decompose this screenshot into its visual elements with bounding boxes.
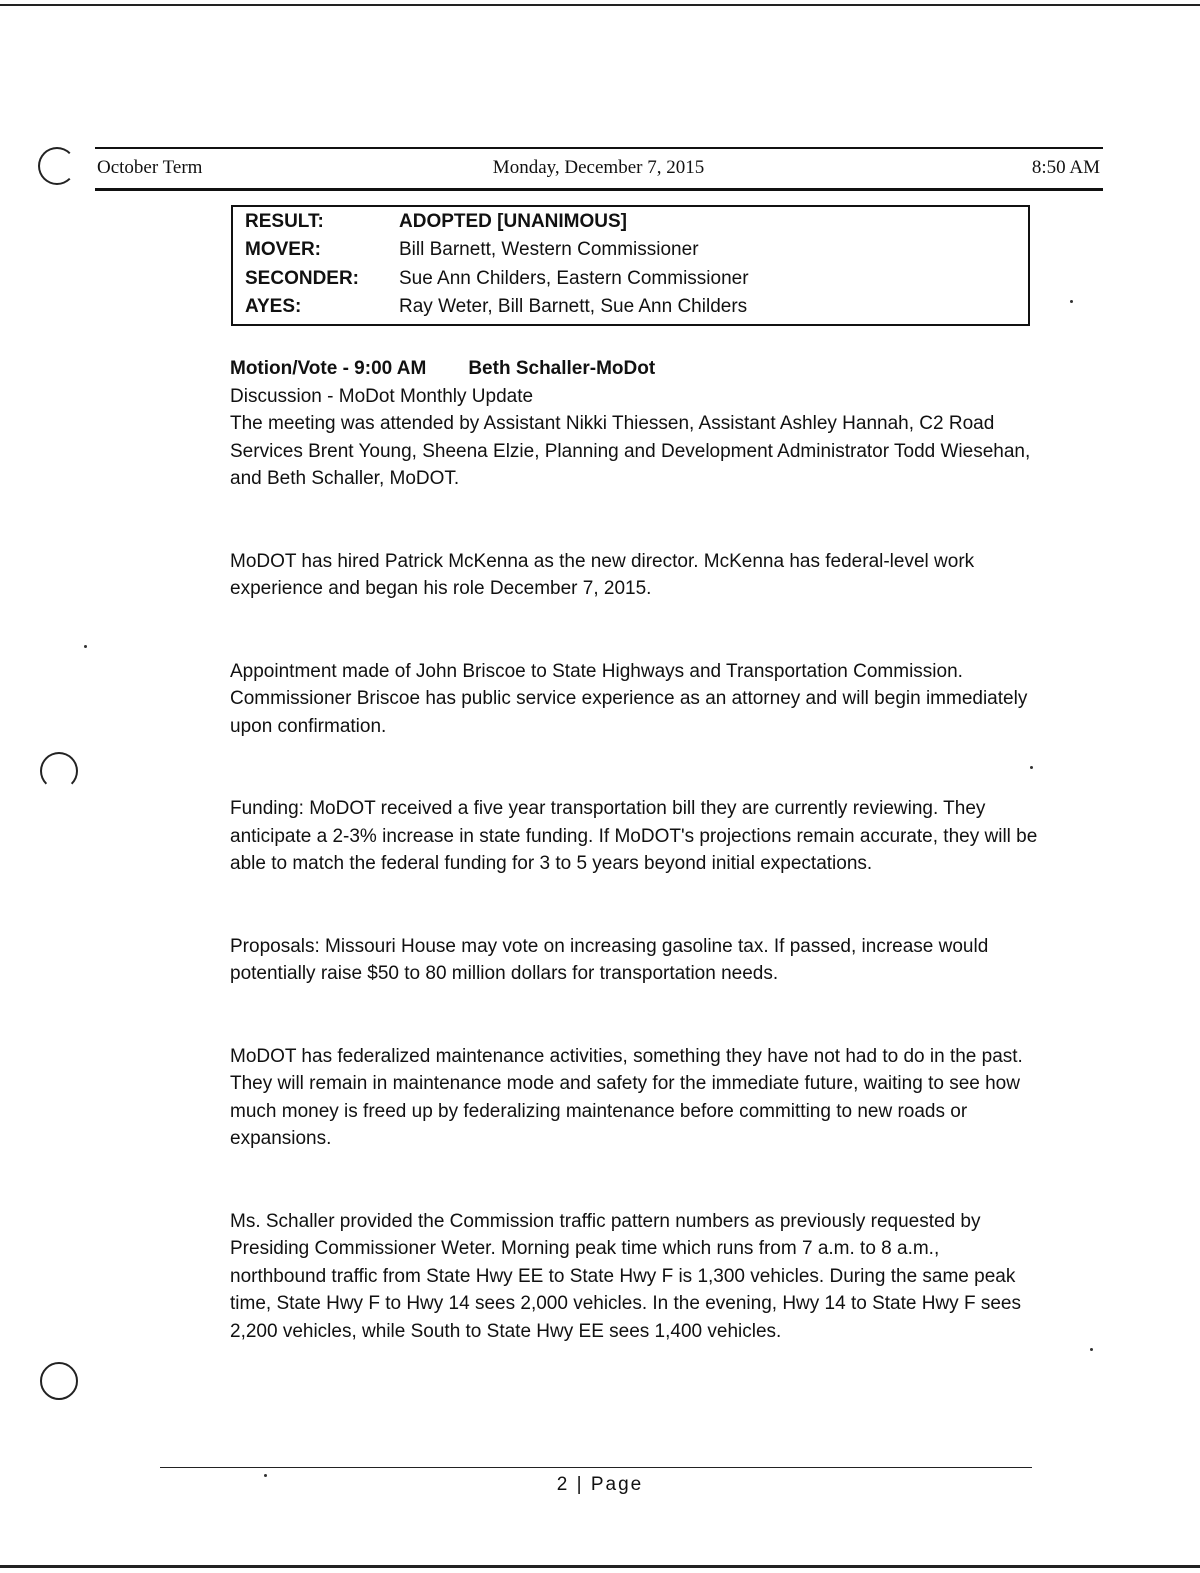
footer-rule — [160, 1467, 1032, 1468]
scan-edge-top — [0, 4, 1200, 6]
result-value: ADOPTED [UNANIMOUS] — [399, 211, 627, 232]
paragraph-funding: Funding: MoDOT received a five year transportation bill they are currently reviewing. They anticipate a 2-3% increase in state funding. If MoDOT's projections remain accurate, they will be able to match the federal funding for 3 to 5 years beyond initial expectations. — [230, 798, 1038, 874]
seconder-value: Sue Ann Childers, Eastern Commissioner — [399, 268, 749, 289]
scan-speck — [264, 1474, 267, 1477]
vote-result-table — [231, 205, 1030, 326]
motion-heading — [230, 355, 1040, 383]
header-rule-top — [95, 147, 1103, 149]
header-time: 8:50 AM — [1031, 157, 1100, 178]
scan-speck — [1070, 300, 1073, 303]
header-rule-bottom — [95, 188, 1103, 191]
header-date: Monday, December 7, 2015 — [492, 157, 705, 178]
motion-speaker: Beth Schaller-MoDot — [468, 358, 656, 379]
page-number: 2 | Page — [556, 1474, 644, 1495]
binder-hole-bottom — [40, 1362, 78, 1400]
seconder-label: SECONDER: — [245, 268, 360, 289]
header-term: October Term — [97, 157, 203, 178]
scan-speck — [1090, 1348, 1093, 1351]
motion-label: Motion/Vote - 9:00 AM — [230, 358, 427, 379]
ayes-value: Ray Weter, Bill Barnett, Sue Ann Childers — [399, 296, 748, 317]
scan-speck — [1030, 766, 1033, 769]
paragraph-attendance: The meeting was attended by Assistant Nikki Thiessen, Assistant Ashley Hannah, C2 Road Services Brent Young, Sheena Elzie, Planning and Development Administrator Todd Wiesehan, and Beth Schaller, MoDOT. — [230, 413, 1031, 489]
mover-label: MOVER: — [245, 239, 321, 260]
scan-speck — [84, 645, 87, 648]
paragraph-maintenance: MoDOT has federalized maintenance activities, something they have not had to do in the past. They will remain in maintenance mode and safety for the immediate future, waiting to see how much money is freed up by federalizing maintenance before committing to new roads or expansions. — [230, 1045, 1023, 1149]
minutes-body — [230, 355, 1040, 1345]
ayes-label: AYES: — [245, 296, 302, 317]
mover-value: Bill Barnett, Western Commissioner — [399, 239, 699, 260]
scan-edge-bottom — [0, 1565, 1200, 1568]
paragraph-proposals: Proposals: Missouri House may vote on increasing gasoline tax. If passed, increase would potentially raise $50 to 80 million dollars for transportation needs. — [230, 935, 989, 984]
paragraph-traffic: Ms. Schaller provided the Commission traffic pattern numbers as previously requested by Presiding Commissioner Weter. Morning peak time which runs from 7 a.m. to 8 a.m., northbound traffic from State Hwy EE to State Hwy F is 1,300 vehicles. During the same peak time, State Hwy F to Hwy 14 sees 2,000 vehicles. In the evening, Hwy 14 to State Hwy F sees 2,200 vehicles, while South to State Hwy EE sees 1,400 vehicles. — [230, 1210, 1021, 1342]
binder-hole-top — [38, 147, 76, 185]
binder-hole-middle — [40, 752, 78, 790]
paragraph-director: MoDOT has hired Patrick McKenna as the new director. McKenna has federal-level work experience and began his role December 7, 2015. — [230, 550, 975, 599]
result-label: RESULT: — [245, 211, 324, 232]
discussion-title: Discussion - MoDot Monthly Update — [230, 385, 534, 407]
paragraph-appointment: Appointment made of John Briscoe to State Highways and Transportation Commission. Commissioner Briscoe has public service experience as an attorney and will begin immediately upon confirmation. — [230, 660, 1028, 737]
page-header — [97, 157, 1100, 183]
